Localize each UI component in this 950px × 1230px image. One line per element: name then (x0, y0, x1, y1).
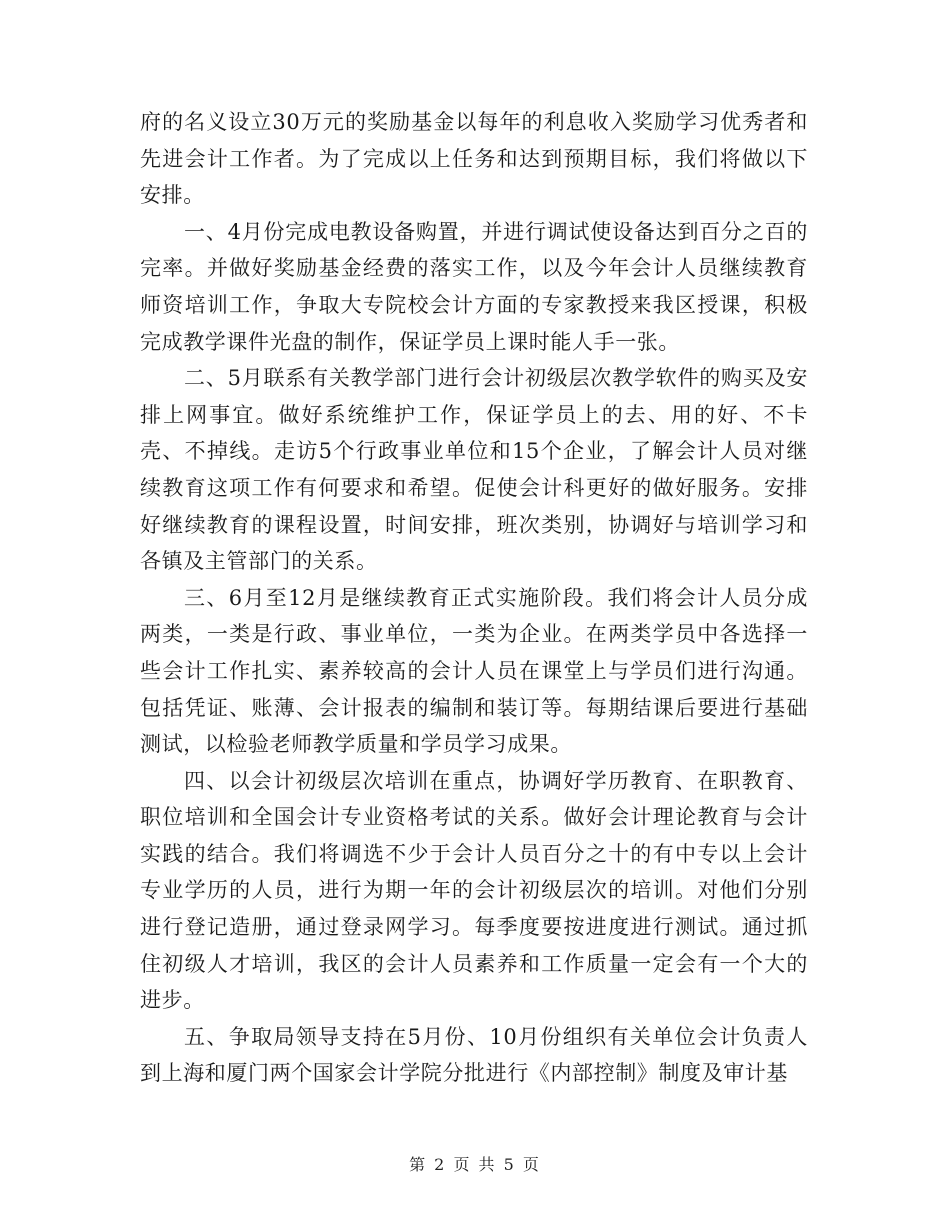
paragraph-item-3: 三、6月至12月是继续教育正式实施阶段。我们将会计人员分成两类，一类是行政、事业单位，一类为企业。在两类学员中各选择一些会计工作扎实、素养较高的会计人员在课堂上与学员们进行沟通。包括凭证、账薄、会计报表的编制和装订等。每期结课后要进行基础测试，以检验老师教学质量和学员学习成果。 (140, 585, 808, 757)
paragraph-continuation: 府的名义设立30万元的奖励基金以每年的利息收入奖励学习优秀者和先进会计工作者。为了完成以上任务和达到预期目标，我们将做以下安排。 (140, 110, 808, 208)
paragraph-item-4: 四、以会计初级层次培训在重点，协调好学历教育、在职教育、职位培训和全国会计专业资格考试的关系。做好会计理论教育与会计实践的结合。我们将调选不少于会计人员百分之十的有中专以上会计专业学历的人员，进行为期一年的会计初级层次的培训。对他们分别进行登记造册，通过登录网学习。每季度要按进度进行测试。通过抓住初级人才培训，我区的会计人员素养和工作质量一定会有一个大的进步。 (140, 768, 808, 1013)
document-body (140, 104, 808, 1092)
paragraph-item-5: 五、争取局领导支持在5月份、10月份组织有关单位会计负责人到上海和厦门两个国家会计学院分批进行《内部控制》制度及审计基 (140, 1024, 808, 1086)
paragraph-item-2: 二、5月联系有关教学部门进行会计初级层次教学软件的购买及安排上网事宜。做好系统维护工作，保证学员上的去、用的好、不卡壳、不掉线。走访5个行政事业单位和15个企业，了解会计人员对继续教育这项工作有何要求和希望。促使会计科更好的做好服务。安排好继续教育的课程设置，时间安排，班次类别，协调好与培训学习和各镇及主管部门的关系。 (140, 366, 808, 574)
page-number-footer: 第 2 页 共 5 页 (409, 1155, 541, 1174)
paragraph-item-1: 一、4月份完成电教设备购置，并进行调试使设备达到百分之百的完率。并做好奖励基金经费的落实工作，以及今年会计人员继续教育师资培训工作，争取大专院校会计方面的专家教授来我区授课，积极完成教学课件光盘的制作，保证学员上课时能人手一张。 (140, 219, 808, 354)
